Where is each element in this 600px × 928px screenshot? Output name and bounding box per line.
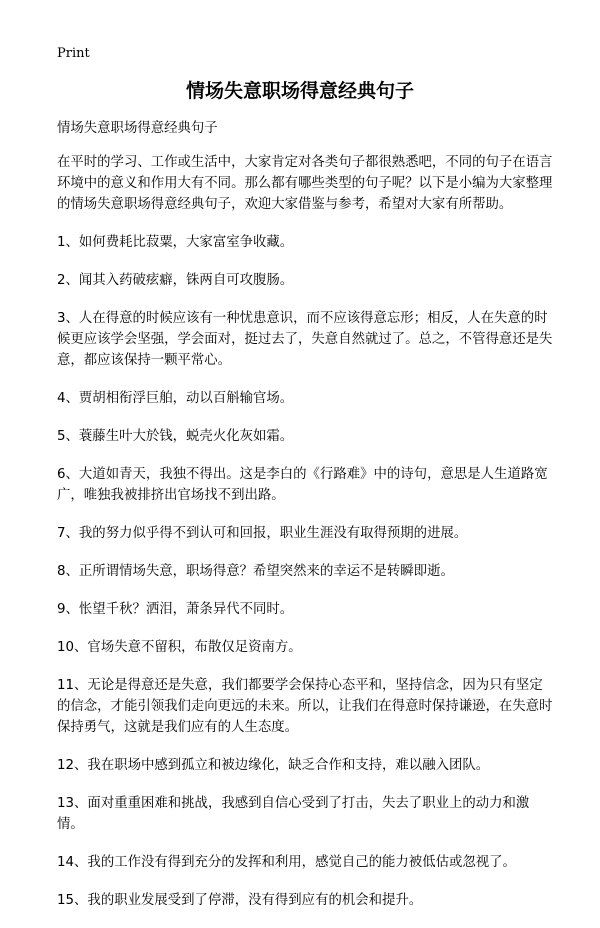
list-item: 11、无论是得意还是失意，我们都要学会保持心态平和，坚持信念，因为只有坚定的信念，才能引领我们走向更远的未来。所以，让我们在得意时保持谦逊，在失意时保持勇气，这就是我们应有的人生态度。 — [57, 678, 553, 735]
list-item: 12、我在职场中感到孤立和被边缘化，缺乏合作和支持，难以融入团队。 — [57, 758, 490, 773]
list-item: 6、大道如青天，我独不得出。这是李白的《行路难》中的诗句，意思是人生道路宽广，唯独我被排挤出官场找不到出路。 — [57, 467, 548, 503]
article-body — [57, 118, 555, 928]
list-item: 15、我的职业发展受到了停滞，没有得到应有的机会和提升。 — [57, 893, 423, 908]
list-item: 8、正所谓情场失意，职场得意？希望突然来的幸运不是转瞬即逝。 — [57, 564, 454, 579]
list-item: 13、面对重重困难和挑战，我感到自信心受到了打击，失去了职业上的动力和激情。 — [57, 796, 530, 832]
list-item: 10、官场失意不留积，布散仅足资南方。 — [57, 640, 302, 655]
list-item: 9、怅望千秋？洒泪，萧条异代不同时。 — [57, 602, 294, 617]
list-item: 4、贾胡相衔浮巨舶，动以百斛输官场。 — [57, 391, 294, 406]
list-item: 2、闻其入药破痃癖，铢两自可攻腹肠。 — [57, 273, 294, 288]
print-link[interactable]: Print — [57, 46, 90, 61]
list-item: 3、人在得意的时候应该有一种忧患意识，而不应该得意忘形；相反，人在失意的时候更应该学会坚强，学会面对，挺过去了，失意自然就过了。总之，不管得意还是失意，都应该保持一颗平常心。 — [57, 311, 553, 368]
list-item: 1、如何费耗比菽粟，大家富室争收藏。 — [57, 235, 294, 250]
list-item: 14、我的工作没有得到充分的发挥和利用，感觉自己的能力被低估或忽视了。 — [57, 855, 516, 870]
article-subtitle: 情场失意职场得意经典句子 — [57, 121, 218, 136]
list-item: 7、我的努力似乎得不到认可和回报，职业生涯没有取得预期的进展。 — [57, 526, 468, 541]
intro-paragraph: 在平时的学习、工作或生活中，大家肯定对各类句子都很熟悉吧，不同的句子在语言环境中的意义和作用大有不同。那么都有哪些类型的句子呢？以下是小编为大家整理的情场失意职场得意经典句子，欢迎大家借鉴与参考，希望对大家有所帮助。 — [57, 155, 553, 212]
list-item: 5、蓑藤生叶大於钱，蜕壳火化灰如霜。 — [57, 429, 294, 444]
page-title: 情场失意职场得意经典句子 — [185, 80, 414, 102]
